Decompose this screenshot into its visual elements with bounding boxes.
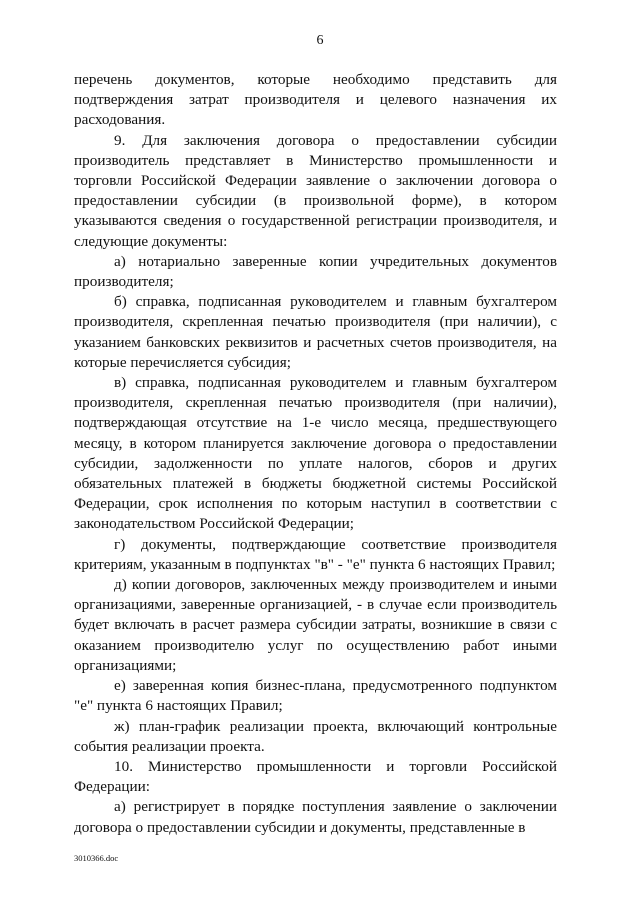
- paragraph-7: д) копии договоров, заключенных между производителем и иными организациями, заверенные организацией, - в случае если производитель будет включать в расчет размера субсидии затраты, возникшие в связи с оказанием производителю услуг по осуществлению работ иными организациями;: [74, 576, 557, 674]
- paragraph-1: перечень документов, которые необходимо представить для подтверждения затрат производителя и целевого назначения их расходования.: [74, 71, 557, 129]
- paragraph-2: 9. Для заключения договора о предоставлении субсидии производитель представляет в Министерство промышленности и торговли Российской Федерации заявление о заключении договора о предоставлении субсидии (в произвольной форме), в котором указываются сведения о государственной регистрации производителя, и следующие документы:: [74, 131, 557, 250]
- page-number: 6: [316, 33, 324, 48]
- paragraph-3: а) нотариально заверенные копии учредительных документов производителя;: [74, 252, 557, 291]
- paragraph-10: 10. Министерство промышленности и торговли Российской Федерации:: [74, 757, 557, 796]
- paragraph-6: г) документы, подтверждающие соответствие производителя критериям, указанным в подпунктах "в" - "е" пункта 6 настоящих Правил;: [74, 535, 557, 573]
- paragraph-11: а) регистрирует в порядке поступления заявление о заключении договора о предоставлении субсидии и документы, представленные в: [74, 798, 557, 836]
- paragraph-8: е) заверенная копия бизнес-плана, предусмотренного подпунктом "е" пункта 6 настоящих Правил;: [74, 677, 557, 715]
- paragraph-5: в) справка, подписанная руководителем и главным бухгалтером производителя, скрепленная печатью производителя (при наличии), подтверждающая отсутствие на 1-е число месяца, предшествующего месяцу, в котором планируется заключение договора о предоставлении субсидии, задолженности по уплате налогов, сборов и других обязательных платежей в бюджеты бюджетной системы Российской Федерации, срок исполнения по которым наступил в соответствии с законодательством Российской Федерации;: [74, 374, 557, 533]
- paragraph-9: ж) план-график реализации проекта, включающий контрольные события реализации проекта.: [74, 717, 557, 755]
- paragraph-4: б) справка, подписанная руководителем и главным бухгалтером производителя, скрепленная печатью производителя (при наличии), с указанием банковских реквизитов и расчетных счетов производителя, на которые перечисляется субсидия;: [74, 293, 557, 371]
- document-body: [74, 70, 557, 838]
- footer-filename: 3010366.doc: [74, 853, 119, 863]
